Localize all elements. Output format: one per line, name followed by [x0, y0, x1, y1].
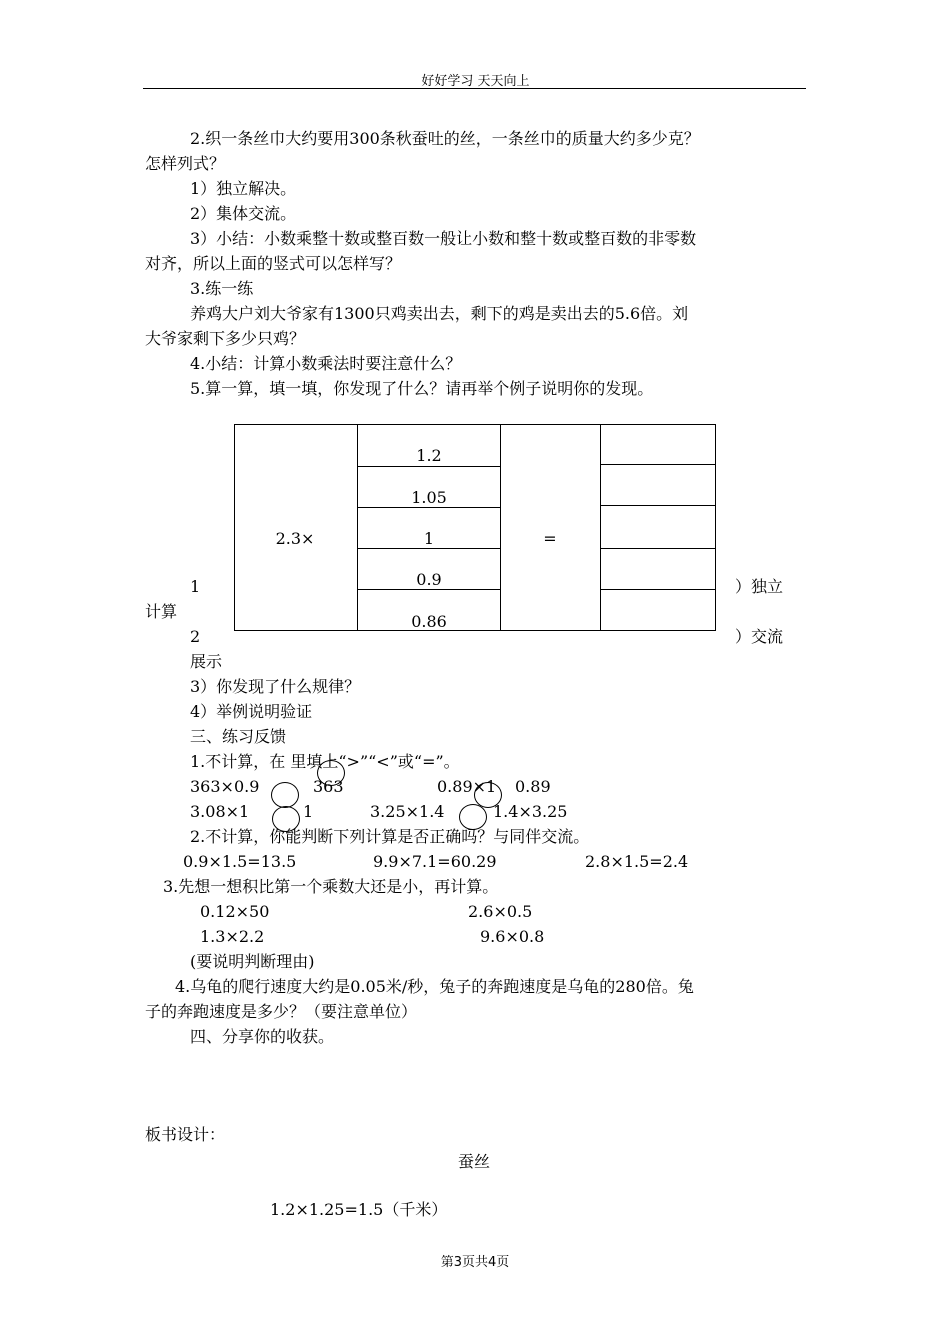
task-5: 5.算一算，填一填，你发现了什么？请再举个例子说明你的发现。 — [190, 379, 654, 398]
judge-item-2: 9.9×7.1=60.29 — [373, 852, 497, 871]
judge-instruction: 2.不计算，你能判断下列计算是否正确吗？与同伴交流。 — [190, 827, 590, 846]
judge-item-3: 2.8×1.5=2.4 — [585, 852, 689, 871]
table-equals: = — [543, 529, 557, 548]
step-4-example: 4）举例说明验证 — [190, 702, 313, 721]
step-3-rule: 3）你发现了什么规律？ — [190, 677, 361, 696]
step-3-line-1: 3）小结：小数乘整十数或整百数一般让小数和整十数或整百数的非零数 — [190, 229, 697, 248]
board-equation: 1.2×1.25=1.5（千米） — [270, 1200, 448, 1219]
question-2-line-2: 怎样列式？ — [145, 154, 226, 173]
table-value: 1 — [423, 529, 435, 548]
board-design-label: 板书设计： — [145, 1125, 226, 1144]
estimate-item-1: 0.12×50 — [200, 902, 270, 921]
compare-2-left: 0.89×1 — [437, 777, 497, 796]
compare-circle[interactable] — [271, 782, 299, 808]
header-rule — [143, 88, 806, 89]
step-3-line-2: 对齐，所以上面的竖式可以怎样写？ — [145, 254, 402, 273]
question-2-line-1: 2.织一条丝巾大约要用300条秋蚕吐的丝，一条丝巾的质量大约多少克？ — [190, 129, 700, 148]
summary-4: 4.小结：计算小数乘法时要注意什么？ — [190, 354, 462, 373]
item-number-1: 1 — [190, 577, 201, 596]
compare-1-left: 363×0.9 — [190, 777, 260, 796]
compare-instruction: 1.不计算，在 里填上“>”“<”或“=”。 — [190, 752, 460, 771]
step-1: 1）独立解决。 — [190, 179, 297, 198]
estimate-note: (要说明判断理由) — [190, 952, 315, 971]
table-value: 0.9 — [416, 570, 442, 589]
compare-4-left: 3.25×1.4 — [370, 802, 445, 821]
table-value: 1.2 — [416, 446, 442, 465]
compare-2-right: 0.89 — [515, 777, 551, 796]
item-2-tail: ）交流 — [735, 627, 784, 646]
word-problem-line-1: 4.乌龟的爬行速度大约是0.05米/秒，兔子的奔跑速度是乌龟的280倍。兔 — [175, 977, 694, 996]
multiplication-table — [234, 424, 716, 631]
step-2: 2）集体交流。 — [190, 204, 297, 223]
estimate-item-3: 1.3×2.2 — [200, 927, 265, 946]
compare-4-right: 1.4×3.25 — [493, 802, 568, 821]
judge-item-1: 0.9×1.5=13.5 — [183, 852, 297, 871]
item-1-continuation: 计算 — [145, 602, 178, 621]
estimate-item-4: 9.6×0.8 — [480, 927, 545, 946]
practice-line-1: 养鸡大户刘大爷家有1300只鸡卖出去，剩下的鸡是卖出去的5.6倍。刘 — [190, 304, 689, 323]
item-1-tail: ）独立 — [735, 577, 784, 596]
section-3-heading: 三、练习反馈 — [190, 727, 287, 746]
page-footer: 第3页共4页 — [440, 1255, 510, 1270]
practice-heading: 3.练一练 — [190, 279, 254, 298]
compare-3-right: 1 — [303, 802, 314, 821]
page-header: 好好学习 天天向上 — [421, 74, 530, 89]
board-title: 蚕丝 — [458, 1152, 491, 1171]
estimate-item-2: 2.6×0.5 — [468, 902, 533, 921]
word-problem-line-2: 子的奔跑速度是多少？（要注意单位） — [145, 1002, 418, 1021]
table-multiplier: 2.3× — [275, 529, 315, 548]
practice-line-2: 大爷家剩下多少只鸡？ — [145, 329, 306, 348]
item-number-2: 2 — [190, 627, 201, 646]
table-value: 0.86 — [411, 612, 447, 631]
table-value: 1.05 — [411, 488, 447, 507]
compare-3-left: 3.08×1 — [190, 802, 250, 821]
compare-1-right: 363 — [313, 777, 344, 796]
estimate-instruction: 3.先想一想积比第一个乘数大还是小，再计算。 — [163, 877, 499, 896]
section-4-heading: 四、分享你的收获。 — [190, 1027, 335, 1046]
item-2-continuation: 展示 — [190, 652, 223, 671]
